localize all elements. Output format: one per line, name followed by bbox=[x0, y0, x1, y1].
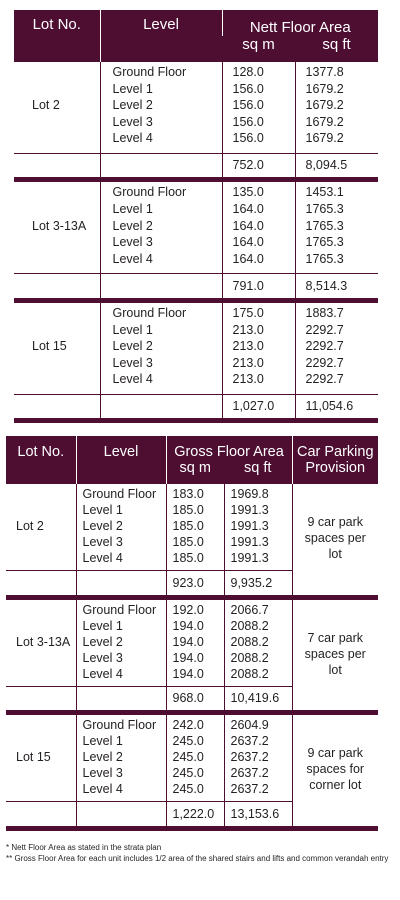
sqft-values bbox=[224, 484, 292, 571]
sqm-value: 185.0 bbox=[172, 551, 204, 565]
sqm-value: 245.0 bbox=[172, 766, 204, 780]
level-label: Level 4 bbox=[82, 551, 123, 565]
footnote-gross: ** Gross Floor Area for each unit includes 1/2 area of the shared stairs and lifts and common verandah entry bbox=[6, 854, 389, 863]
sqm-value: 245.0 bbox=[172, 750, 204, 764]
sqft-header: sq ft bbox=[224, 460, 292, 484]
level-label: Level 4 bbox=[112, 131, 153, 146]
table-row bbox=[14, 303, 378, 394]
sqm-value: 213.0 bbox=[232, 339, 264, 354]
sqm-header: sq m bbox=[166, 460, 224, 484]
level-label: Level 2 bbox=[112, 98, 153, 113]
footnote-nett: * Nett Floor Area as stated in the strata plan bbox=[6, 843, 162, 852]
parking-line: 9 car park bbox=[307, 746, 364, 761]
lot-name: Lot 15 bbox=[32, 339, 67, 354]
level-label: Level 3 bbox=[82, 535, 123, 549]
level-list bbox=[76, 715, 166, 802]
level-label: Level 2 bbox=[112, 339, 153, 354]
sqft-value: 1377.8 bbox=[305, 65, 344, 79]
parking-header-line2: Provision bbox=[292, 460, 378, 484]
sqm-value: 135.0 bbox=[232, 185, 264, 200]
sqm-values bbox=[166, 600, 224, 687]
sqft-value: 2292.7 bbox=[305, 355, 344, 370]
level-label: Level 4 bbox=[82, 666, 123, 681]
sqm-value: 164.0 bbox=[232, 235, 264, 250]
sqft-value: 2066.7 bbox=[230, 602, 269, 617]
level-label: Ground Floor bbox=[82, 487, 157, 501]
sqm-value: 213.0 bbox=[232, 322, 264, 337]
parking-provision bbox=[292, 484, 378, 595]
level-label: Level 1 bbox=[82, 618, 123, 633]
level-header: Level bbox=[76, 436, 166, 484]
level-label: Level 2 bbox=[82, 750, 123, 764]
sqm-value: 128.0 bbox=[232, 65, 264, 79]
sqft-values bbox=[295, 182, 378, 273]
total-row bbox=[14, 153, 378, 177]
level-label: Ground Floor bbox=[112, 65, 187, 79]
sqft-value: 1765.3 bbox=[305, 235, 344, 250]
level-label: Level 3 bbox=[82, 766, 123, 780]
sqm-value: 245.0 bbox=[172, 782, 204, 796]
level-list bbox=[76, 600, 166, 687]
footnotes bbox=[6, 842, 398, 864]
sqft-value: 1883.7 bbox=[305, 305, 344, 320]
sqft-value: 2088.2 bbox=[230, 650, 269, 665]
level-label: Ground Floor bbox=[82, 718, 157, 732]
sqm-values bbox=[166, 715, 224, 802]
sqft-value: 1991.3 bbox=[230, 503, 269, 517]
parking-line: 7 car park bbox=[307, 630, 364, 645]
divider bbox=[14, 418, 378, 423]
level-label: Level 2 bbox=[112, 218, 153, 233]
level-header: Level bbox=[100, 10, 222, 62]
sqm-value: 194.0 bbox=[172, 650, 204, 665]
lot-name: Lot 15 bbox=[16, 750, 51, 764]
level-label: Level 2 bbox=[82, 634, 123, 649]
sqft-value: 1679.2 bbox=[305, 81, 344, 96]
level-label: Level 4 bbox=[112, 251, 153, 266]
level-label: Level 3 bbox=[112, 235, 153, 250]
sqm-values bbox=[166, 484, 224, 571]
table-row bbox=[6, 600, 378, 687]
gross-floor-area-header: Gross Floor Area bbox=[166, 436, 292, 460]
lot-name: Lot 2 bbox=[16, 519, 44, 533]
lot-no-header: Lot No. bbox=[14, 10, 100, 62]
sqft-value: 1991.3 bbox=[230, 519, 269, 533]
total-sqm: 752.0 bbox=[222, 153, 295, 177]
sqft-value: 2088.2 bbox=[230, 634, 269, 649]
sqm-value: 194.0 bbox=[172, 666, 204, 681]
level-label: Level 1 bbox=[82, 734, 123, 748]
total-sqm: 1,222.0 bbox=[166, 802, 224, 826]
parking-line: spaces per lot bbox=[304, 531, 366, 562]
sqm-value: 194.0 bbox=[172, 634, 204, 649]
sqm-value: 156.0 bbox=[232, 98, 264, 113]
sqm-value: 185.0 bbox=[172, 503, 204, 517]
sqm-header: sq m bbox=[222, 36, 295, 62]
sqft-values bbox=[295, 303, 378, 394]
sqft-value: 2292.7 bbox=[305, 339, 344, 354]
level-label: Ground Floor bbox=[112, 305, 187, 320]
level-label: Ground Floor bbox=[82, 602, 157, 617]
total-sqm: 791.0 bbox=[222, 274, 295, 298]
table-row bbox=[14, 182, 378, 273]
level-list bbox=[76, 484, 166, 571]
sqm-value: 175.0 bbox=[232, 305, 264, 320]
sqm-value: 245.0 bbox=[172, 734, 204, 748]
sqm-value: 156.0 bbox=[232, 81, 264, 96]
level-label: Level 4 bbox=[112, 372, 153, 387]
sqft-value: 2088.2 bbox=[230, 666, 269, 681]
sqm-value: 185.0 bbox=[172, 535, 204, 549]
sqft-value: 1991.3 bbox=[230, 551, 269, 565]
parking-provision bbox=[292, 600, 378, 711]
parking-header-line1: Car Parking bbox=[292, 436, 378, 460]
level-label: Level 4 bbox=[82, 782, 123, 796]
level-label: Level 3 bbox=[82, 650, 123, 665]
total-sqft: 9,935.2 bbox=[224, 571, 292, 595]
sqft-value: 2292.7 bbox=[305, 372, 344, 387]
level-list bbox=[100, 303, 222, 394]
total-sqft: 11,054.6 bbox=[295, 394, 378, 418]
total-sqm: 1,027.0 bbox=[222, 394, 295, 418]
sqft-header: sq ft bbox=[295, 36, 378, 62]
sqft-value: 1765.3 bbox=[305, 202, 344, 217]
sqft-value: 1453.1 bbox=[305, 185, 344, 200]
total-sqft: 10,419.6 bbox=[224, 686, 292, 710]
level-label: Level 2 bbox=[82, 519, 123, 533]
sqft-value: 1991.3 bbox=[230, 535, 269, 549]
lot-name: Lot 2 bbox=[32, 98, 60, 113]
total-row bbox=[14, 394, 378, 418]
gross-floor-area-table bbox=[6, 436, 378, 831]
total-sqm: 968.0 bbox=[166, 686, 224, 710]
sqm-value: 213.0 bbox=[232, 355, 264, 370]
table-row bbox=[14, 62, 378, 153]
sqm-value: 192.0 bbox=[172, 602, 204, 617]
sqm-value: 185.0 bbox=[172, 519, 204, 533]
sqft-value: 1969.8 bbox=[230, 487, 269, 501]
level-list bbox=[100, 182, 222, 273]
level-label: Level 1 bbox=[112, 322, 153, 337]
sqm-value: 194.0 bbox=[172, 618, 204, 633]
sqft-value: 2088.2 bbox=[230, 618, 269, 633]
level-label: Level 3 bbox=[112, 114, 153, 129]
level-label: Level 1 bbox=[112, 202, 153, 217]
lot-name: Lot 3-13A bbox=[16, 634, 71, 649]
sqm-values bbox=[222, 303, 295, 394]
sqm-value: 156.0 bbox=[232, 114, 264, 129]
parking-line: corner lot bbox=[309, 778, 362, 793]
sqft-value: 2292.7 bbox=[305, 322, 344, 337]
sqft-value: 1679.2 bbox=[305, 114, 344, 129]
sqm-value: 164.0 bbox=[232, 218, 264, 233]
parking-line: 9 car park bbox=[307, 515, 364, 530]
total-sqft: 13,153.6 bbox=[224, 802, 292, 826]
nett-floor-area-header: Nett Floor Area bbox=[222, 10, 378, 36]
level-label: Level 3 bbox=[112, 355, 153, 370]
sqm-values bbox=[222, 182, 295, 273]
sqm-value: 164.0 bbox=[232, 202, 264, 217]
sqm-value: 213.0 bbox=[232, 372, 264, 387]
parking-line: spaces for bbox=[306, 762, 365, 777]
total-sqft: 8,094.5 bbox=[295, 153, 378, 177]
total-sqft: 8,514.3 bbox=[295, 274, 378, 298]
sqft-value: 2637.2 bbox=[230, 766, 269, 780]
sqft-value: 2637.2 bbox=[230, 750, 269, 764]
parking-provision bbox=[292, 715, 378, 826]
total-sqm: 923.0 bbox=[166, 571, 224, 595]
sqft-values bbox=[295, 62, 378, 153]
level-list bbox=[100, 62, 222, 153]
lot-no-header: Lot No. bbox=[6, 436, 76, 484]
total-row bbox=[14, 274, 378, 298]
sqm-value: 242.0 bbox=[172, 718, 204, 732]
table-row bbox=[6, 715, 378, 802]
level-label: Level 1 bbox=[82, 503, 123, 517]
sqft-values bbox=[224, 715, 292, 802]
sqft-value: 2637.2 bbox=[230, 734, 269, 748]
table-row bbox=[6, 484, 378, 571]
level-label: Level 1 bbox=[112, 81, 153, 96]
lot-name: Lot 3-13A bbox=[32, 218, 87, 233]
sqft-value: 1765.3 bbox=[305, 218, 344, 233]
nett-floor-area-table bbox=[14, 10, 378, 423]
sqm-values bbox=[222, 62, 295, 153]
divider bbox=[6, 826, 378, 831]
sqft-value: 1679.2 bbox=[305, 98, 344, 113]
sqm-value: 164.0 bbox=[232, 251, 264, 266]
sqft-value: 2637.2 bbox=[230, 782, 269, 796]
sqm-value: 183.0 bbox=[172, 487, 204, 501]
level-label: Ground Floor bbox=[112, 185, 187, 200]
sqm-value: 156.0 bbox=[232, 131, 264, 146]
sqft-value: 1679.2 bbox=[305, 131, 344, 146]
sqft-value: 1765.3 bbox=[305, 251, 344, 266]
parking-line: spaces per lot bbox=[304, 646, 366, 677]
sqft-value: 2604.9 bbox=[230, 718, 269, 732]
sqft-values bbox=[224, 600, 292, 687]
